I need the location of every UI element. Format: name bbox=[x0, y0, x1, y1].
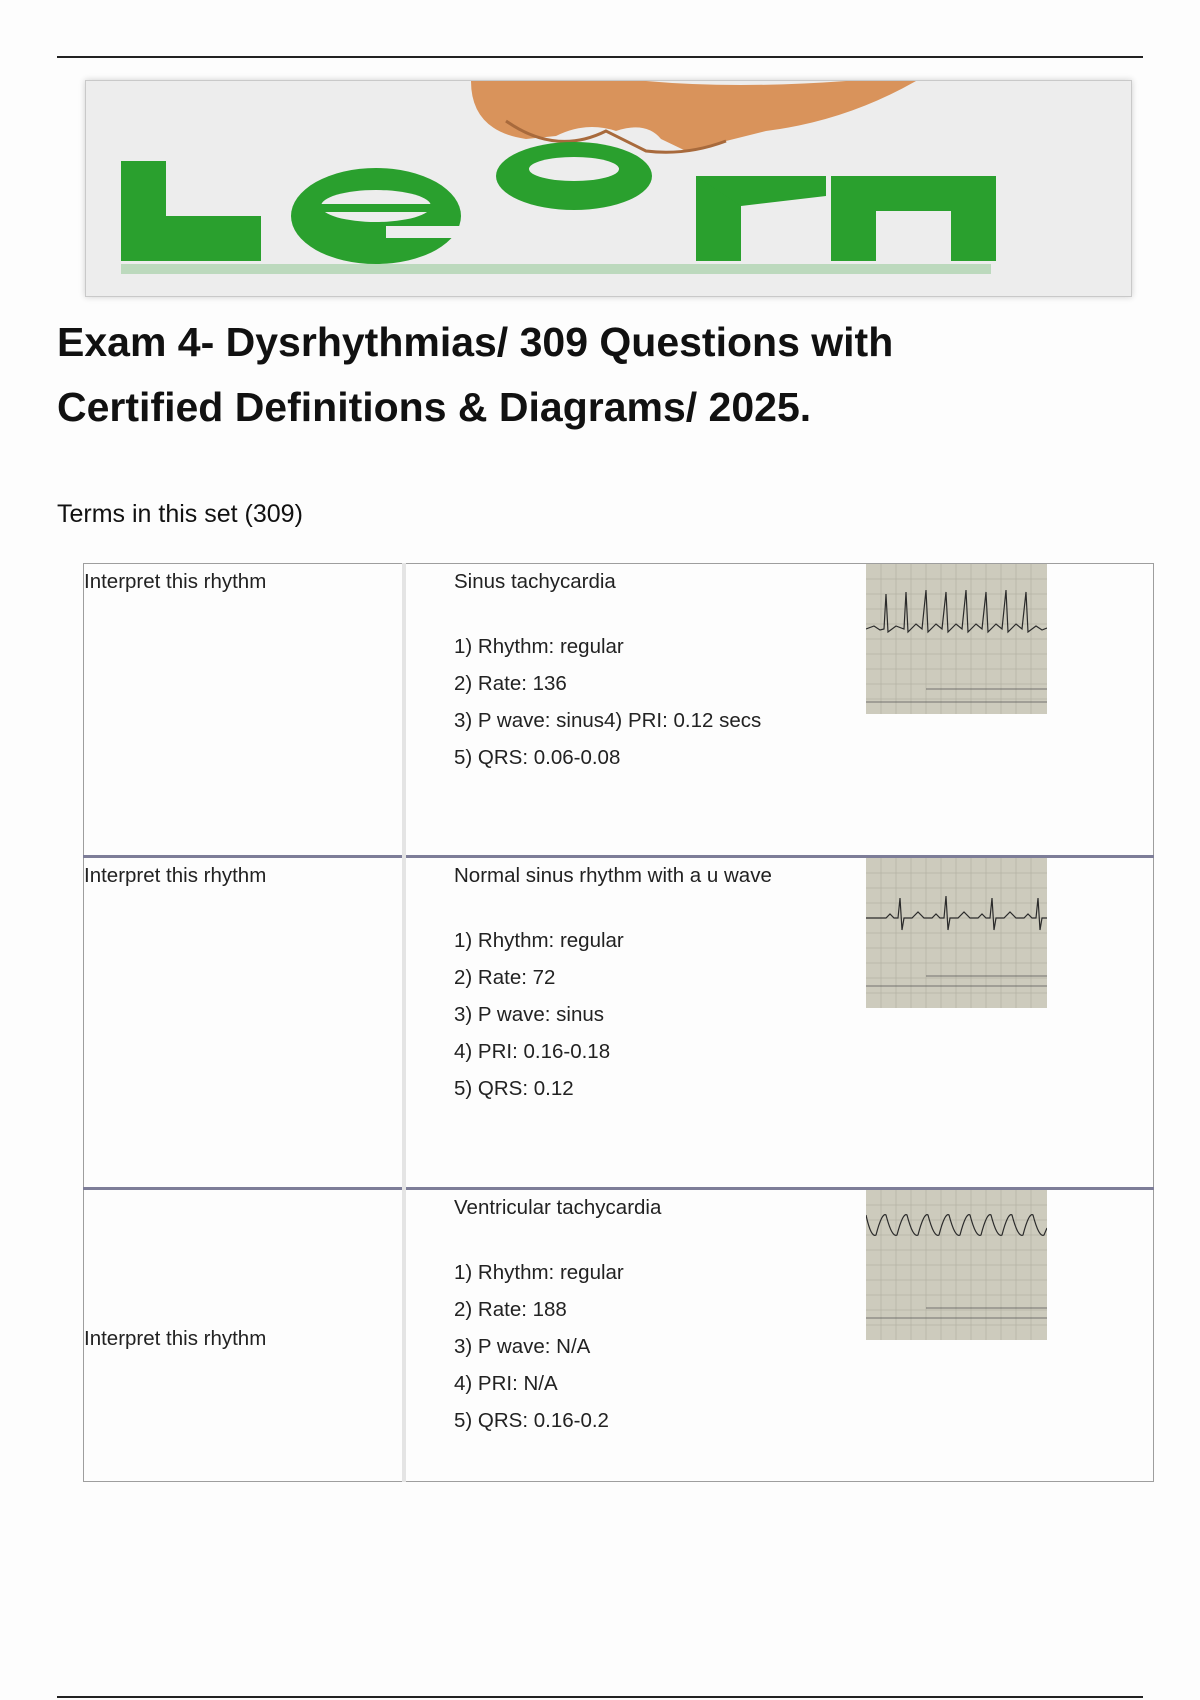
flashcard-table bbox=[83, 563, 1154, 1482]
term-text: Interpret this rhythm bbox=[84, 570, 267, 593]
definition-cell bbox=[404, 564, 1154, 857]
flashcard-row bbox=[84, 564, 1154, 857]
flashcard-row bbox=[84, 1189, 1154, 1482]
definition-item: 2) Rate: 136 bbox=[454, 672, 567, 695]
definition-title: Normal sinus rhythm with a u wave bbox=[454, 864, 772, 887]
definition-item: 3) P wave: sinus bbox=[454, 1003, 605, 1026]
title-line-1: Exam 4- Dysrhythmias/ 309 Questions with bbox=[57, 319, 894, 365]
learn-banner-image bbox=[85, 80, 1132, 297]
definition-list bbox=[454, 1254, 1153, 1439]
definition-item: 2) Rate: 188 bbox=[454, 1298, 567, 1321]
definition-item: 3) P wave: N/A bbox=[454, 1335, 591, 1358]
definition-cell bbox=[404, 1189, 1154, 1482]
term-text: Interpret this rhythm bbox=[84, 864, 267, 887]
definition-item: 1) Rhythm: regular bbox=[454, 635, 624, 658]
definition-title: Ventricular tachycardia bbox=[454, 1196, 662, 1219]
document-title bbox=[57, 310, 1057, 440]
term-cell bbox=[84, 857, 405, 1189]
flashcard-row bbox=[84, 857, 1154, 1189]
definition-item: 2) Rate: 72 bbox=[454, 966, 556, 989]
definition-item: 1) Rhythm: regular bbox=[454, 1261, 624, 1284]
definition-item: 5) QRS: 0.16-0.2 bbox=[454, 1409, 609, 1432]
definition-item: 5) QRS: 0.12 bbox=[454, 1077, 574, 1100]
term-text: Interpret this rhythm bbox=[84, 1326, 267, 1350]
ecg-strip-image bbox=[866, 564, 1047, 714]
terms-count-heading: Terms in this set (309) bbox=[57, 500, 303, 528]
top-rule bbox=[57, 56, 1143, 58]
definition-title: Sinus tachycardia bbox=[454, 570, 616, 593]
definition-list bbox=[454, 922, 1153, 1107]
definition-list bbox=[454, 628, 1153, 776]
definition-item: 1) Rhythm: regular bbox=[454, 929, 624, 952]
bottom-rule bbox=[57, 1696, 1143, 1698]
definition-cell bbox=[404, 857, 1154, 1189]
term-cell bbox=[84, 564, 405, 857]
ecg-strip-image bbox=[866, 858, 1047, 1008]
definition-item: 4) PRI: 0.16-0.18 bbox=[454, 1040, 611, 1063]
definition-item: 3) P wave: sinus4) PRI: 0.12 secs bbox=[454, 709, 762, 732]
title-line-2: Certified Definitions & Diagrams/ 2025. bbox=[57, 384, 812, 430]
term-cell bbox=[84, 1189, 405, 1482]
definition-item: 4) PRI: N/A bbox=[454, 1372, 558, 1395]
ecg-strip-image bbox=[866, 1190, 1047, 1340]
definition-item: 5) QRS: 0.06-0.08 bbox=[454, 746, 621, 769]
